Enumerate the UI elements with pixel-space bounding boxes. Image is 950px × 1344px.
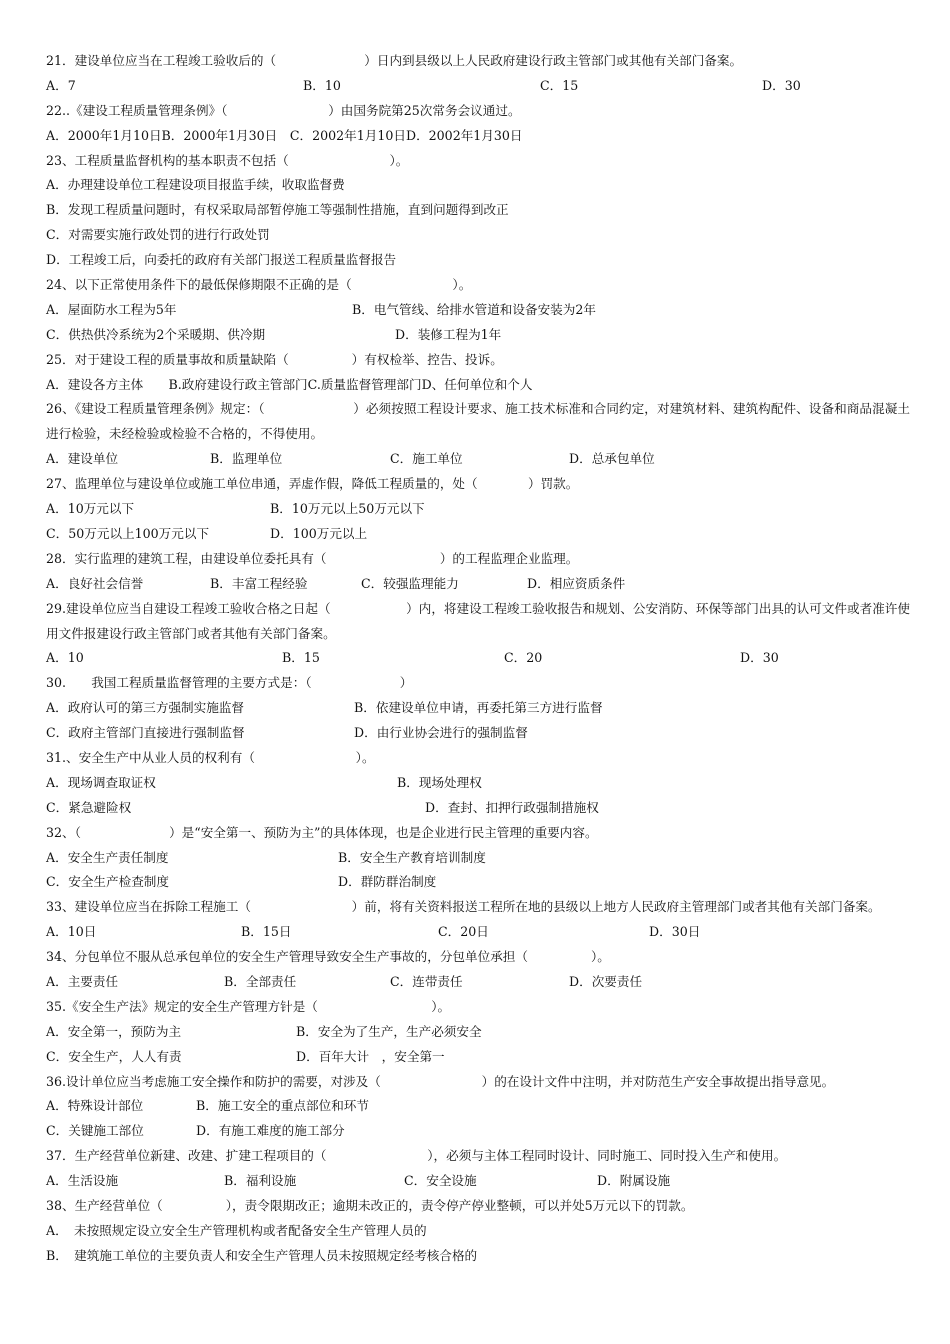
option-text: D．有施工难度的施工部分 [196,1123,345,1139]
document-page [46,49,910,1269]
option-text: C．15 [540,77,579,93]
option-text: A．特殊设计部位 [46,1098,144,1114]
text-line [46,373,910,398]
option-text: A．10万元以下 [46,501,135,517]
option-text: B．电气管线、给排水管道和设备安装为2年 [352,301,596,317]
line-text: A．2000年1月10日B．2000年1月30日 C．2002年1月10日D．2002年1月30日 [46,127,523,143]
option-text: D．总承包单位 [569,451,655,467]
text-line [46,1020,910,1045]
option-text: A．7 [46,77,76,93]
option-text: A．生活设施 [46,1173,119,1189]
option-text: D．30 [762,77,801,93]
text-line [46,99,910,124]
option-text: A．主要责任 [46,974,119,990]
line-text: 38、生产经营单位（ ），责令限期改正；逾期未改正的，责令停产停业整顿，可以并处5万元以下的罚款。 [46,1198,694,1214]
option-text: C．施工单位 [390,451,463,467]
text-line [46,1045,910,1070]
option-text: B．安全为了生产，生产必须安全 [296,1023,482,1039]
text-line [46,74,910,99]
text-line [46,721,910,746]
text-line [46,248,910,273]
option-text: C．20 [504,650,543,666]
line-text: 36.设计单位应当考虑施工安全操作和防护的需要，对涉及（ ）的在设计文件中注明，并对防范生产安全事故提出指导意见。 [46,1073,835,1089]
option-text: D．100万元以上 [270,525,368,541]
option-text: A．10 [46,650,84,666]
option-text: D．次要责任 [569,974,643,990]
text-line [46,1094,910,1119]
option-text: C．政府主管部门直接进行强制监督 [46,725,245,741]
text-line [46,821,910,846]
option-text: D．30日 [649,924,701,940]
option-text: D．百年大计 ，安全第一 [296,1048,445,1064]
option-text: C．紧急避险权 [46,799,132,815]
option-text: B．依建设单位申请，再委托第三方进行监督 [354,700,603,716]
text-line [46,1070,910,1095]
text-line [46,149,910,174]
text-line [46,771,910,796]
option-text: C．50万元以上100万元以下 [46,525,210,541]
option-text: C．关键施工部位 [46,1123,144,1139]
text-line [46,497,910,522]
option-text: A．现场调查取证权 [46,774,156,790]
option-text: B．15日 [241,924,292,940]
option-text: A．政府认可的第三方强制实施监督 [46,700,245,716]
option-text: D．装修工程为1年 [395,326,502,342]
text-line [46,572,910,597]
text-line [46,846,910,871]
option-text: A．建设单位 [46,451,119,467]
option-text: C．较强监理能力 [361,575,459,591]
text-line [46,796,910,821]
text-line [46,1119,910,1144]
line-text: A．办理建设单位工程建设项目报监手续，收取监督费 [46,177,345,193]
option-text: D．群防群治制度 [338,874,437,890]
text-line [46,995,910,1020]
option-text: B．15 [282,650,320,666]
text-line [46,273,910,298]
text-line [46,870,910,895]
text-line [46,223,910,248]
option-text: B．监理单位 [210,451,283,467]
text-line [46,945,910,970]
option-text: D．30 [740,650,779,666]
line-text: A． 未按照规定设立安全生产管理机构或者配备安全生产管理人员的 [46,1222,427,1238]
option-text: A．安全第一，预防为主 [46,1023,182,1039]
question-paragraph: 29.建设单位应当自建设工程竣工验收合格之日起（ ）内，将建设工程竣工验收报告和规划、公安消防、环保等部门出具的认可文件或者准许使用文件报建设行政主管部门或者其他有关部门备案。 [46,600,910,641]
option-text: B．10 [303,77,341,93]
option-text: B．施工安全的重点部位和环节 [196,1098,369,1114]
option-text: A．安全生产责任制度 [46,849,169,865]
text-line [46,173,910,198]
text-line [46,547,910,572]
option-text: B．全部责任 [224,974,297,990]
option-text: A．良好社会信誉 [46,575,144,591]
text-line [46,1244,910,1269]
option-text: D．由行业协会进行的强制监督 [354,725,528,741]
option-text: C．安全生产，人人有责 [46,1048,182,1064]
option-text: B．丰富工程经验 [210,575,308,591]
text-line [46,1219,910,1244]
text-line [46,671,910,696]
line-text: D．工程竣工后，向委托的政府有关部门报送工程质量监督报告 [46,252,397,268]
option-text: C．20日 [438,924,489,940]
text-line [46,198,910,223]
line-text: 32、（ ）是“安全第一、预防为主”的具体体现，也是企业进行民主管理的重要内容。 [46,824,598,840]
text-line [46,970,910,995]
line-text: 22..《建设工程质量管理条例》（ ）由国务院第25次常务会议通过。 [46,102,521,118]
line-text: 27、监理单位与建设单位或施工单位串通，弄虚作假，降低工程质量的，处（ ）罚款。 [46,476,579,492]
line-text: 31.、安全生产中从业人员的权利有（ ）。 [46,750,375,765]
option-text: D．相应资质条件 [527,575,626,591]
text-line [46,646,910,671]
option-text: C．连带责任 [390,974,463,990]
text-line [46,522,910,547]
option-text: B．10万元以上50万元以下 [270,501,425,517]
line-text: B． 建筑施工单位的主要负责人和安全生产管理人员未按照规定经考核合格的 [46,1247,478,1263]
line-text: 24、以下正常使用条件下的最低保修期限不正确的是（ ）。 [46,277,472,293]
option-text: A．屋面防水工程为5年 [46,301,177,317]
text-line [46,472,910,497]
text-line [46,1144,910,1169]
question-paragraph: 26、《建设工程质量管理条例》规定：（ ）必须按照工程设计要求、施工技术标准和合同约定，对建筑材料、建筑构配件、设备和商品混凝土进行检验，未经检验或检验不合格的，不得使用。 [46,401,910,442]
text-line [46,298,910,323]
question-paragraph: 33、建设单位应当在拆除工程施工（ ）前，将有关资料报送工程所在地的县级以上地方人民政府主管理部门或者其他有关部门备案。 [46,899,881,915]
text-line [46,696,910,721]
line-text: 23、工程质量监督机构的基本职责不包括（ ）。 [46,152,409,168]
text-line [46,447,910,472]
line-text: A．建设各方主体 B.政府建设行政主管部门C.质量监督管理部门D、任何单位和个人 [46,376,533,392]
text-line [46,348,910,373]
line-text: B．发现工程质量问题时，有权采取局部暂停施工等强制性措施，直到问题得到改正 [46,202,509,218]
text-line [46,1194,910,1219]
option-text: C．安全设施 [404,1173,477,1189]
line-text: 35.《安全生产法》规定的安全生产管理方针是（ ）。 [46,998,451,1014]
line-text: 34、分包单位不服从总承包单位的安全生产管理导致安全生产事故的，分包单位承担（ ）。 [46,949,610,965]
line-text: 37．生产经营单位新建、改建、扩建工程项目的（ ），必须与主体工程同时设计、同时施工、同时投入生产和使用。 [46,1148,787,1164]
option-text: A．10日 [46,924,97,940]
text-line [46,746,910,771]
option-text: B．福利设施 [224,1173,297,1189]
line-text: 25．对于建设工程的质量事故和质量缺陷（ ）有权检举、控告、投诉。 [46,351,503,367]
option-text: C．供热供冷系统为2个采暖期、供冷期 [46,326,266,342]
text-line [46,920,910,945]
text-line [46,1169,910,1194]
line-text: 28．实行监理的建筑工程，由建设单位委托具有（ ）的工程监理企业监理。 [46,550,579,566]
text-line [46,323,910,348]
option-text: D．附属设施 [597,1173,671,1189]
option-text: D．查封、扣押行政强制措施权 [425,799,599,815]
text-line [46,124,910,149]
option-text: C．安全生产检查制度 [46,874,169,890]
text-line [46,49,910,74]
option-text: B．安全生产教育培训制度 [338,849,486,865]
line-text: C．对需要实施行政处罚的进行行政处罚 [46,227,270,243]
option-text: B．现场处理权 [397,774,482,790]
line-text: 30. 我国工程质量监督管理的主要方式是：（ ） [46,675,413,691]
line-text: 21．建设单位应当在工程竣工验收后的（ ）日内到县级以上人民政府建设行政主管部门或其他有关部门备案。 [46,53,743,68]
